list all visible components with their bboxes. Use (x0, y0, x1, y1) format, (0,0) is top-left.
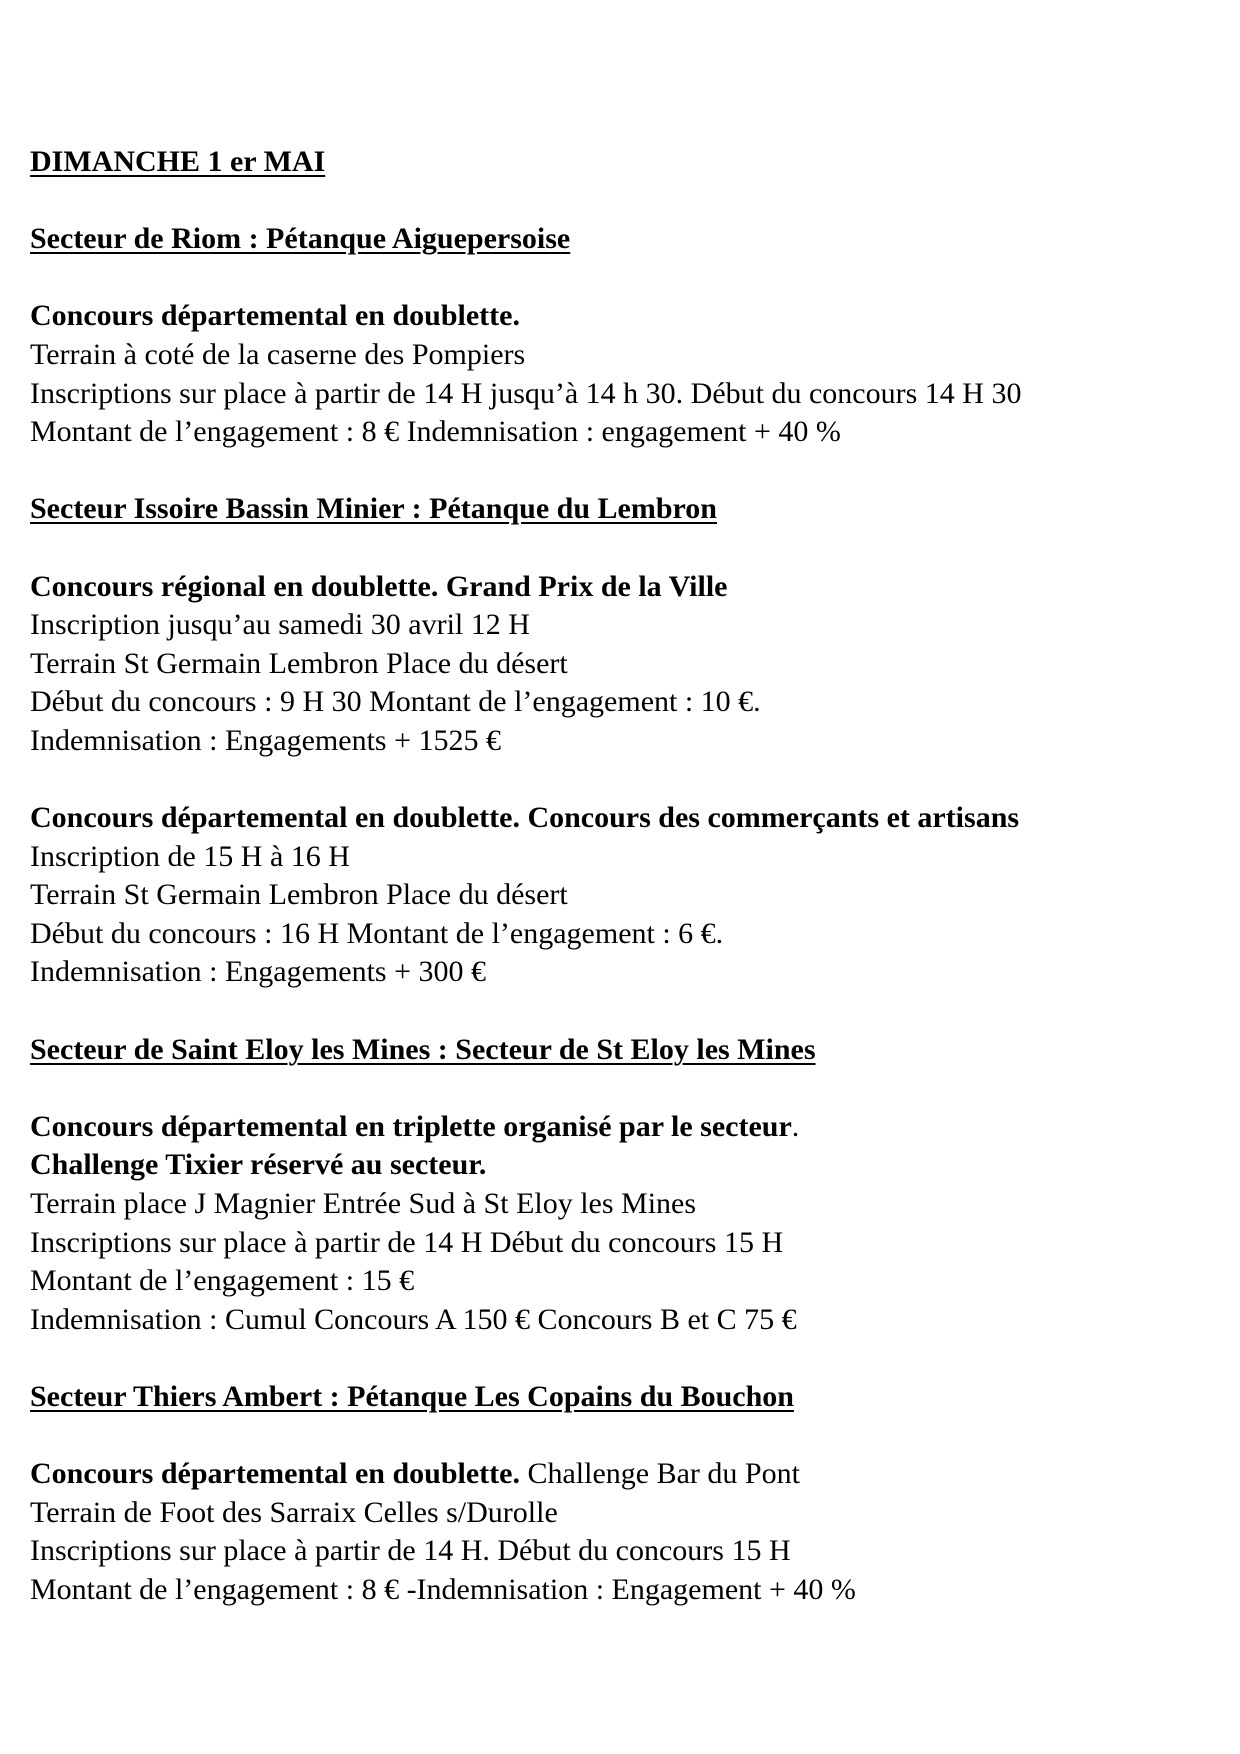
spacer (30, 761, 1210, 800)
contest-detail-line: Indemnisation : Engagements + 1525 € (30, 723, 502, 757)
contest-title (30, 1455, 1210, 1494)
contest-title (30, 297, 1210, 336)
contest-title-bold: Concours départemental en doublette. (30, 1457, 520, 1491)
sector-heading-issoire: Secteur Issoire Bassin Minier : Pétanque du Lembron (30, 492, 717, 526)
contest-detail-line: Terrain de Foot des Sarraix Celles s/Durolle (30, 1495, 558, 1529)
contest-detail-line: Montant de l’engagement : 15 € (30, 1264, 415, 1298)
spacer (30, 529, 1210, 568)
contest-detail-line: Inscriptions sur place à partir de 14 H jusqu’à 14 h 30. Début du concours 14 H 30 (30, 376, 1022, 410)
contest-detail-line: Début du concours : 9 H 30 Montant de l’engagement : 10 €. (30, 685, 761, 719)
contest-detail-line: Terrain St Germain Lembron Place du désert (30, 646, 568, 680)
contest-detail-line: Inscriptions sur place à partir de 14 H Début du concours 15 H (30, 1225, 784, 1259)
contest-detail-line: Inscription de 15 H à 16 H (30, 839, 350, 873)
contest-title (30, 799, 1210, 838)
spacer (30, 452, 1210, 491)
contest-detail-line: Indemnisation : Cumul Concours A 150 € Concours B et C 75 € (30, 1302, 797, 1336)
sector-heading-thiers-ambert: Secteur Thiers Ambert : Pétanque Les Copains du Bouchon (30, 1380, 794, 1413)
spacer (30, 259, 1210, 298)
contest-title (30, 1108, 1210, 1147)
contest-detail-line: Début du concours : 16 H Montant de l’engagement : 6 €. (30, 916, 724, 950)
sector-heading-riom: Secteur de Riom : Pétanque Aiguepersoise (30, 222, 571, 256)
contest-detail-line: Terrain St Germain Lembron Place du désert (30, 878, 568, 912)
spacer (30, 1069, 1210, 1108)
contest-detail-line: Montant de l’engagement : 8 € -Indemnisation : Engagement + 40 % (30, 1572, 856, 1606)
date-heading: DIMANCHE 1 er MAI (30, 145, 326, 178)
contest-title-bold: Concours départemental en doublette. Concours des commerçants et artisans (30, 801, 1020, 835)
contest-detail-line: Terrain place J Magnier Entrée Sud à St Eloy les Mines (30, 1187, 697, 1221)
contest-title-tail: Challenge Bar du Pont (519, 1457, 800, 1491)
contest-title-tail: . (791, 1109, 800, 1143)
contest-detail-line: Montant de l’engagement : 8 € Indemnisation : engagement + 40 % (30, 415, 841, 449)
contest-title (30, 568, 1210, 607)
contest-title-bold: Concours départemental en doublette. (30, 299, 520, 333)
sector-heading-saint-eloy: Secteur de Saint Eloy les Mines : Secteur de St Eloy les Mines (30, 1032, 816, 1066)
spacer (30, 182, 1210, 221)
spacer (30, 1339, 1210, 1378)
contest-detail-line: Inscriptions sur place à partir de 14 H. Début du concours 15 H (30, 1534, 791, 1568)
contest-title-bold: Concours régional en doublette. Grand Prix de la Ville (30, 569, 728, 603)
contest-detail-line: Terrain à coté de la caserne des Pompiers (30, 337, 526, 371)
contest-detail-line: Indemnisation : Engagements + 300 € (30, 955, 487, 989)
spacer (30, 992, 1210, 1031)
document-page (30, 143, 1210, 1610)
contest-subtitle: Challenge Tixier réservé au secteur. (30, 1148, 487, 1182)
contest-title-bold: Concours départemental en triplette organisé par le secteur (30, 1109, 792, 1143)
spacer (30, 1417, 1210, 1456)
contest-detail-line: Inscription jusqu’au samedi 30 avril 12 H (30, 608, 530, 642)
